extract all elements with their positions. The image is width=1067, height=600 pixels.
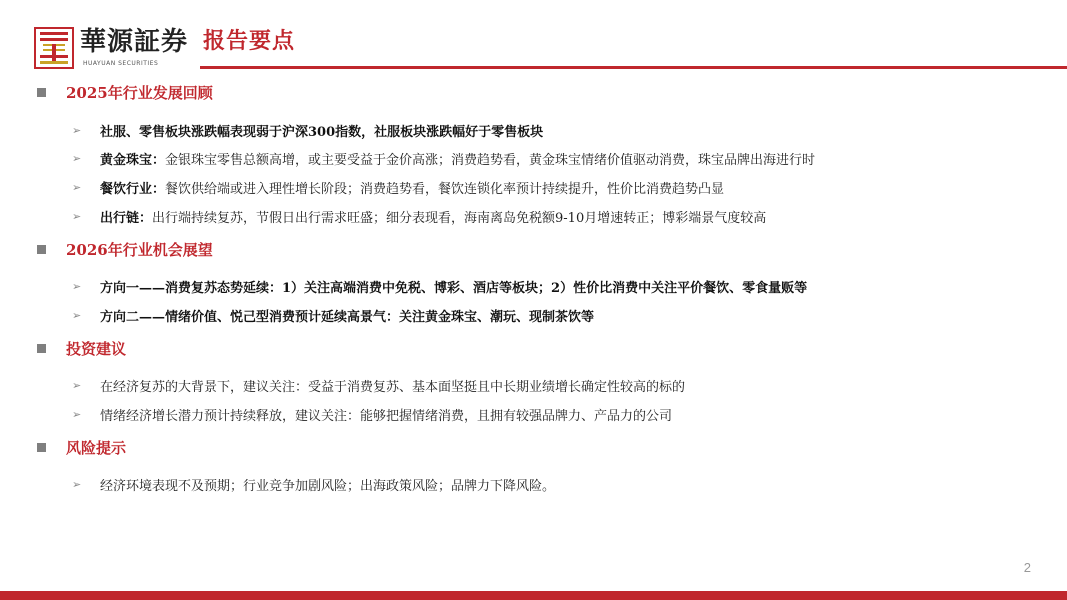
square-bullet-icon (37, 443, 46, 452)
list-item: ➢ 经济环境表现不及预期；行业竞争加剧风险；出海政策风险；品牌力下降风险。 (72, 477, 556, 494)
square-bullet-icon (37, 344, 46, 353)
arrow-bullet-icon: ➢ (72, 180, 82, 194)
header-divider (200, 66, 1067, 69)
list-item: ➢ 在经济复苏的大背景下，建议关注：受益于消费复苏、基本面坚挺且中长期业绩增长确定性较高的标的 (72, 378, 686, 395)
footer-bar (0, 591, 1067, 600)
arrow-bullet-icon: ➢ (72, 477, 82, 491)
page-number: 2 (1023, 560, 1031, 575)
arrow-bullet-icon: ➢ (72, 123, 82, 137)
list-item: ➢ 方向二——情绪价值、悦己型消费预计延续高景气：关注黄金珠宝、潮玩、现制茶饮等 (72, 308, 595, 325)
list-item: ➢ 方向一——消费复苏态势延续：1）关注高端消费中免税、博彩、酒店等板块；2）性价比消费中关注平价餐饮、零食量贩等 (72, 279, 808, 296)
section-heading-2025-review: 2025年行业发展回顾 (37, 80, 213, 104)
section-heading-risk-warning: 风险提示 (37, 435, 126, 459)
list-item: ➢ 黄金珠宝： 金银珠宝零售总额高增，或主要受益于金价高涨；消费趋势看，黄金珠宝情绪价值驱动消费，珠宝品牌出海进行时 (72, 151, 816, 168)
list-item: ➢ 情绪经济增长潜力预计持续释放，建议关注：能够把握情绪消费，且拥有较强品牌力、产品力的公司 (72, 407, 673, 424)
square-bullet-icon (37, 88, 46, 97)
arrow-bullet-icon: ➢ (72, 378, 82, 392)
arrow-bullet-icon: ➢ (72, 279, 82, 293)
list-item: ➢ 餐饮行业： 餐饮供给端或进入理性增长阶段；消费趋势看，餐饮连锁化率预计持续提升，性价比消费趋势凸显 (72, 180, 725, 197)
arrow-bullet-icon: ➢ (72, 151, 82, 165)
arrow-bullet-icon: ➢ (72, 407, 82, 421)
header (0, 0, 1067, 72)
section-heading-investment-advice: 投资建议 (37, 336, 126, 360)
square-bullet-icon (37, 245, 46, 254)
page-title: 报告要点 (203, 28, 296, 54)
brand-name: 華源証券 (80, 27, 189, 57)
arrow-bullet-icon: ➢ (72, 308, 82, 322)
huayuan-seal-logo (34, 27, 74, 69)
list-item: ➢ 出行链： 出行端持续复苏，节假日出行需求旺盛；细分表现看，海南离岛免税额9-10月增速转正；博彩端景气度较高 (72, 209, 767, 226)
list-item: ➢ 社服、零售板块涨跌幅表现弱于沪深300指数，社服板块涨跌幅好于零售板块 (72, 123, 544, 140)
arrow-bullet-icon: ➢ (72, 209, 82, 223)
section-heading-2026-outlook: 2026年行业机会展望 (37, 237, 213, 261)
brand-name-english: HUAYUAN SECURITIES (83, 60, 159, 67)
